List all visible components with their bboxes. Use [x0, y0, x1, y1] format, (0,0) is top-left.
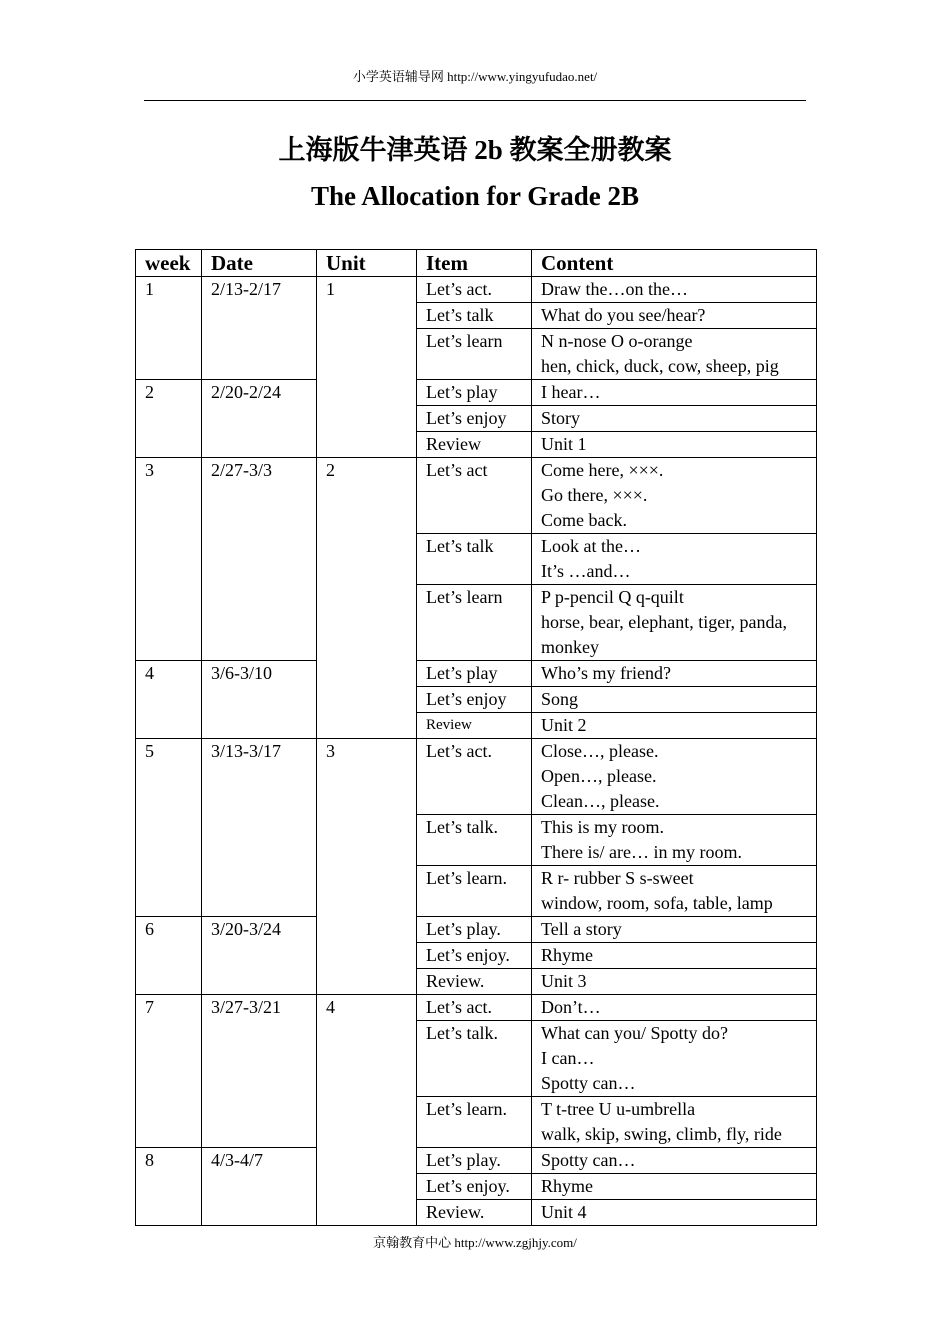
page-header: 小学英语辅导网 http://www.yingyufudao.net/ [352, 69, 598, 84]
content-cell [532, 995, 817, 1021]
content-cell [532, 866, 817, 917]
item-cell: Let’s talk [417, 534, 532, 585]
item-cell: Let’s enjoy. [417, 943, 532, 969]
content-line: Song [541, 689, 579, 709]
content-cell [532, 458, 817, 534]
table-row [136, 661, 817, 687]
content-line: This is my room. [541, 817, 665, 837]
item-cell: Review. [417, 1200, 532, 1226]
item-cell: Let’s learn. [417, 866, 532, 917]
item-cell: Let’s act. [417, 995, 532, 1021]
content-line: Spotty can… [541, 1073, 636, 1093]
content-line: horse, bear, elephant, tiger, panda, [541, 612, 787, 632]
content-cell [532, 406, 817, 432]
content-cell [532, 739, 817, 815]
content-line: Unit 4 [541, 1202, 587, 1222]
content-cell [532, 815, 817, 866]
date-cell: 2/27-3/3 [202, 458, 317, 661]
item-cell: Review [417, 432, 532, 458]
column-header-week: week [136, 250, 202, 277]
column-header-date: Date [202, 250, 317, 277]
content-line: T t-tree U u-umbrella [541, 1099, 696, 1119]
content-line: I hear… [541, 382, 601, 402]
item-cell: Let’s play. [417, 1148, 532, 1174]
unit-cell: 1 [317, 277, 417, 458]
content-line: There is/ are… in my room. [541, 842, 742, 862]
content-line: Look at the… [541, 536, 641, 556]
content-cell [532, 943, 817, 969]
content-cell [532, 585, 817, 661]
content-line: Unit 2 [541, 715, 587, 735]
week-cell: 2 [136, 380, 202, 458]
content-cell [532, 969, 817, 995]
item-cell: Let’s learn. [417, 1097, 532, 1148]
content-line: Open…, please. [541, 766, 657, 786]
content-line: Come back. [541, 510, 627, 530]
table-row [136, 1148, 817, 1174]
week-cell: 8 [136, 1148, 202, 1226]
content-cell [532, 277, 817, 303]
content-cell [532, 1097, 817, 1148]
week-cell: 4 [136, 661, 202, 739]
table-row [136, 739, 817, 815]
header-rule [144, 100, 806, 101]
content-cell [532, 1200, 817, 1226]
unit-cell: 3 [317, 739, 417, 995]
page-title: 上海版牛津英语 2b 教案全册教案 [278, 135, 672, 165]
column-header-unit: Unit [317, 250, 417, 277]
content-line: window, room, sofa, table, lamp [541, 893, 773, 913]
content-cell [532, 661, 817, 687]
content-line: What can you/ Spotty do? [541, 1023, 728, 1043]
content-line: Rhyme [541, 945, 593, 965]
item-cell: Let’s talk [417, 303, 532, 329]
week-cell: 1 [136, 277, 202, 380]
date-cell: 3/20-3/24 [202, 917, 317, 995]
item-cell: Review. [417, 969, 532, 995]
week-cell: 5 [136, 739, 202, 917]
content-line: Draw the…on the… [541, 279, 688, 299]
date-cell: 4/3-4/7 [202, 1148, 317, 1226]
content-cell [532, 329, 817, 380]
table-row [136, 458, 817, 534]
item-cell: Let’s act. [417, 739, 532, 815]
week-cell: 6 [136, 917, 202, 995]
content-line: It’s …and… [541, 561, 631, 581]
content-line: Story [541, 408, 581, 428]
content-line: Clean…, please. [541, 791, 660, 811]
table-row [136, 917, 817, 943]
table-row [136, 380, 817, 406]
table-row [136, 277, 817, 303]
item-cell: Let’s talk. [417, 815, 532, 866]
content-line: hen, chick, duck, cow, sheep, pig [541, 356, 779, 376]
week-cell: 3 [136, 458, 202, 661]
item-cell: Let’s act [417, 458, 532, 534]
item-cell: Let’s learn [417, 329, 532, 380]
item-cell: Let’s act. [417, 277, 532, 303]
content-cell [532, 1021, 817, 1097]
page-subtitle: The Allocation for Grade 2B [311, 181, 639, 211]
content-line: walk, skip, swing, climb, fly, ride [541, 1124, 782, 1144]
content-cell [532, 380, 817, 406]
unit-cell: 2 [317, 458, 417, 739]
date-cell: 2/20-2/24 [202, 380, 317, 458]
unit-cell: 4 [317, 995, 417, 1226]
content-cell [532, 432, 817, 458]
item-cell: Let’s enjoy. [417, 1174, 532, 1200]
allocation-table [135, 249, 817, 1226]
content-line: P p-pencil Q q-quilt [541, 587, 684, 607]
content-line: Close…, please. [541, 741, 659, 761]
content-cell [532, 534, 817, 585]
content-cell [532, 713, 817, 739]
content-cell [532, 1174, 817, 1200]
date-cell: 3/13-3/17 [202, 739, 317, 917]
item-cell: Let’s talk. [417, 1021, 532, 1097]
content-line: Go there, ×××. [541, 485, 648, 505]
content-cell [532, 303, 817, 329]
item-cell: Let’s play [417, 380, 532, 406]
column-header-item: Item [417, 250, 532, 277]
content-line: Unit 1 [541, 434, 587, 454]
item-cell: Let’s enjoy [417, 406, 532, 432]
content-line: N n-nose O o-orange [541, 331, 693, 351]
date-cell: 3/6-3/10 [202, 661, 317, 739]
item-cell: Let’s enjoy [417, 687, 532, 713]
column-header-content: Content [532, 250, 817, 277]
content-cell [532, 687, 817, 713]
content-line: I can… [541, 1048, 595, 1068]
item-cell: Let’s play [417, 661, 532, 687]
content-line: Tell a story [541, 919, 622, 939]
table-header-row [136, 250, 817, 277]
item-cell: Let’s play. [417, 917, 532, 943]
content-line: Come here, ×××. [541, 460, 664, 480]
content-line: Who’s my friend? [541, 663, 671, 683]
content-line: R r- rubber S s-sweet [541, 868, 694, 888]
content-line: Don’t… [541, 997, 601, 1017]
date-cell: 3/27-3/21 [202, 995, 317, 1148]
item-cell: Review [417, 713, 532, 739]
page-footer: 京翰教育中心 http://www.zgjhjy.com/ [373, 1235, 577, 1250]
content-cell [532, 1148, 817, 1174]
table-row [136, 995, 817, 1021]
item-cell: Let’s learn [417, 585, 532, 661]
date-cell: 2/13-2/17 [202, 277, 317, 380]
content-line: Rhyme [541, 1176, 593, 1196]
content-cell [532, 917, 817, 943]
content-line: monkey [541, 637, 599, 657]
content-line: Unit 3 [541, 971, 587, 991]
content-line: What do you see/hear? [541, 305, 706, 325]
week-cell: 7 [136, 995, 202, 1148]
content-line: Spotty can… [541, 1150, 636, 1170]
